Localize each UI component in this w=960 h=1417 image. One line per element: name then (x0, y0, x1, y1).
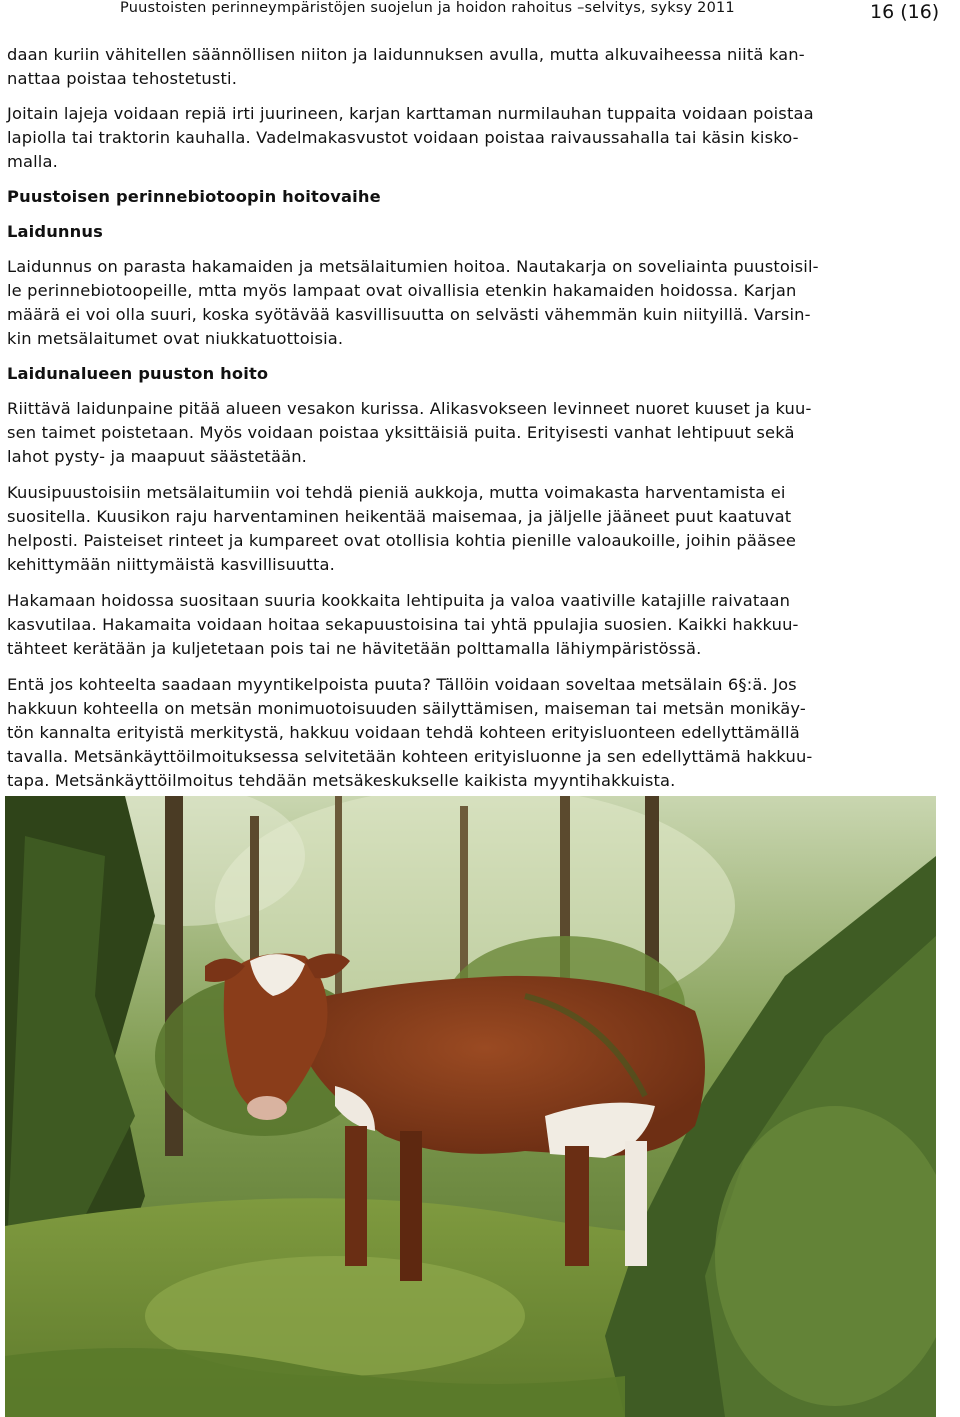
page-header (0, 0, 960, 26)
text-line: tähteet kerätään ja kuljetetaan pois tai ne hävitetään polttamalla lähiympäristössä. (7, 639, 702, 658)
text-line: Joitain lajeja voidaan repiä irti juurineen, karjan karttaman nurmilauhan tuppaita voidaan poistaa (7, 104, 814, 123)
text-line: kin metsälaitumet ovat niukkatuottoisia. (7, 329, 344, 348)
paragraph-wooded-pasture (7, 589, 953, 661)
text-line: lahot pysty- ja maapuut säästetään. (7, 447, 307, 466)
text-line: Kuusipuustoisiin metsälaitumiin voi tehdä pieniä aukkoja, mutta voimakasta harventamista ei (7, 483, 786, 502)
cow-in-forest-photo (5, 796, 936, 1417)
text-line: kasvutilaa. Hakamaita voidaan hoitaa sekapuustoisina tai yhtä ppulajia suosien. Kaikki hakkuu- (7, 615, 799, 634)
text-line: hakkuun kohteella on metsän monimuotoisuuden säilyttämisen, maiseman tai metsän monikäy- (7, 699, 806, 718)
subsection-heading: Laidunalueen puuston hoito (7, 364, 269, 383)
text-line: helposti. Paisteiset rinteet ja kumpareet ovat otollisia kohtia pienille valoaukoille, joihin pääsee (7, 531, 797, 550)
text-line: nattaa poistaa tehostetusti. (7, 69, 238, 88)
text-line: lapiolla tai traktorin kauhalla. Vadelmakasvustot voidaan poistaa raivaussahalla tai käsin kisko- (7, 128, 799, 147)
text-line: suositella. Kuusikon raju harventaminen heikentää maisemaa, ja jäljelle jääneet puut kaatuvat (7, 507, 792, 526)
paragraph-weed-removal (7, 102, 953, 174)
document-title: Puustoisten perinneympäristöjen suojelun ja hoidon rahoitus –selvitys, syksy 2011 (120, 0, 735, 16)
text-line: Hakamaan hoidossa suositaan suuria kookkaita lehtipuita ja valoa vaativille katajille raivataan (7, 591, 791, 610)
text-line: Entä jos kohteelta saadaan myyntikelpoista puuta? Tällöin voidaan soveltaa metsälain 6§:ä. Jos (7, 675, 797, 694)
intro-paragraph (7, 43, 953, 91)
paragraph-tree-care (7, 397, 953, 469)
text-line: malla. (7, 152, 58, 171)
text-line: tapa. Metsänkäyttöilmoitus tehdään metsäkeskukselle kaikista myyntihakkuista. (7, 771, 676, 790)
subsection-heading: Laidunnus (7, 222, 104, 241)
paragraph-grazing (7, 255, 953, 351)
text-line: tön kannalta erityistä merkitystä, hakkuu voidaan tehdä kohteen erityisluonteen edellyttämällä (7, 723, 800, 742)
text-line: daan kuriin vähitellen säännöllisen niiton ja laidunnuksen avulla, mutta alkuvaiheessa niitä kan- (7, 45, 805, 64)
paragraph-timber-sales (7, 673, 953, 793)
text-line: sen taimet poistetaan. Myös voidaan poistaa yksittäisiä puita. Erityisesti vanhat lehtipuut sekä (7, 423, 795, 442)
document-body (7, 43, 953, 793)
text-line: Laidunnus on parasta hakamaiden ja metsälaitumien hoitoa. Nautakarja on soveliainta puustoisil- (7, 257, 819, 276)
section-heading: Puustoisen perinnebiotoopin hoitovaihe (7, 187, 381, 206)
paragraph-spruce-pastures (7, 481, 953, 577)
text-line: Riittävä laidunpaine pitää alueen vesakon kurissa. Alikasvokseen levinneet nuoret kuuset ja kuu- (7, 399, 812, 418)
page-number: 16 (16) (870, 1, 940, 23)
text-line: tavalla. Metsänkäyttöilmoituksessa selvitetään kohteen erityisluonne ja sen edellyttämä hakkuu- (7, 747, 813, 766)
text-line: määrä ei voi olla suuri, koska syötävää kasvillisuutta on selvästi vähemmän kuin niityillä. Varsin- (7, 305, 811, 324)
text-line: le perinnebiotoopeille, mtta myös lampaat ovat oivallisia etenkin hakamaiden hoidossa. Karjan (7, 281, 797, 300)
text-line: kehittymään niittymäistä kasvillisuutta. (7, 555, 335, 574)
